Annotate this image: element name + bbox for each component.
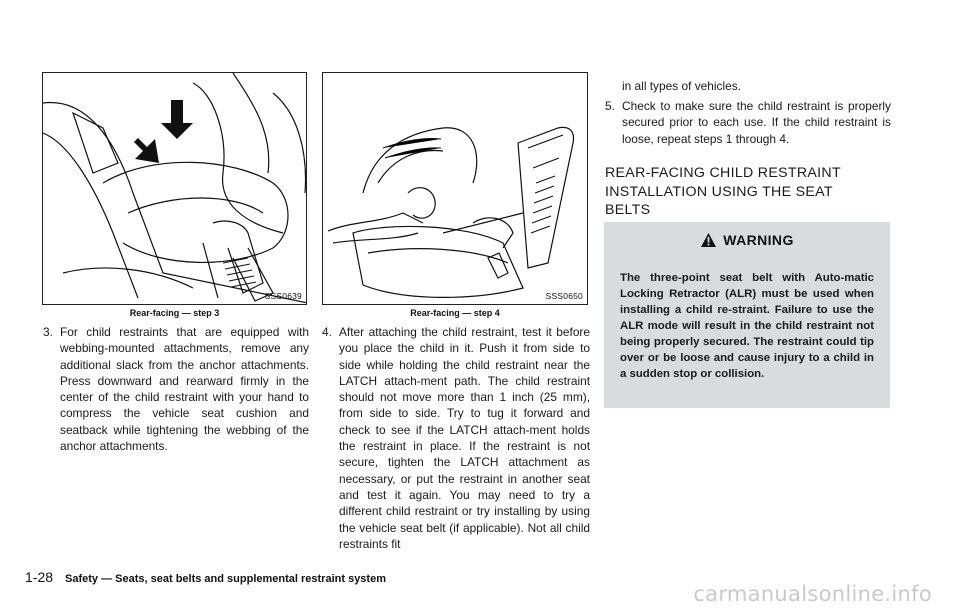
page-number: 1-28 <box>25 569 54 585</box>
step-number: 3. <box>43 325 53 339</box>
figure-step4-illustration <box>323 73 588 305</box>
page-footer <box>25 569 386 585</box>
step-3 <box>43 324 309 454</box>
step-4-continued <box>605 78 891 94</box>
figure-caption: Rear-facing — step 4 <box>410 308 500 318</box>
step-number: 5. <box>605 99 615 113</box>
warning-triangle-icon <box>700 232 717 248</box>
footer-section-title: Safety — Seats, seat belts and supplemental restraint system <box>65 573 386 585</box>
figure-code: SSS0639 <box>264 291 302 301</box>
warning-title: WARNING <box>723 232 794 248</box>
warning-text: The three-point seat belt with Auto-matic Locking Retractor (ALR) must be used when installing a child re-straint. Failure to use the ALR mode will result in the child restraint not being properly secured. The restraint could tip over or be loose and cause injury to a child in a sudden stop or collision. <box>620 272 874 380</box>
figure-step3-illustration <box>43 73 307 305</box>
step-text: in all types of vehicles. <box>622 79 741 93</box>
step-number: 4. <box>322 325 332 339</box>
step-text: Check to make sure the child restraint is properly secured prior to each use. If the child restraint is loose, repeat steps 1 through 4. <box>622 99 891 146</box>
step-text: After attaching the child restraint, test it before you place the child in it. Push it from side to side while holding the child restraint near the LATCH attach-ment path. The child restraint should not move more than 1 inch (25 mm), from side to side. Try to tug it forward and check to see if the LATCH attach-ment holds the restraint in place. If the restraint is not secure, tighten the LATCH attachment as necessary, or put the restraint in another seat and test it again. You may need to try a different child restraint or try installing by using the vehicle seat belt (if applicable). Not all child restraints fit <box>339 325 590 551</box>
step-5 <box>605 98 891 147</box>
warning-header <box>604 232 890 248</box>
section-heading: REAR-FACING CHILD RESTRAINT INSTALLATION USING THE SEAT BELTS <box>605 165 841 218</box>
figure-step4 <box>322 72 588 305</box>
figure-step3 <box>42 72 307 305</box>
step-4 <box>322 324 590 552</box>
figure-caption: Rear-facing — step 3 <box>129 308 220 318</box>
figure-code: SSS0650 <box>545 291 583 301</box>
warning-box <box>604 222 890 408</box>
step-text: For child restraints that are equipped with webbing-mounted attachments, remove any additional slack from the anchor attachments. Press downward and rearward firmly in the center of the child restraint with your hand to compress the vehicle seat cushion and seatback while tightening the webbing of the anchor attachments. <box>60 325 309 454</box>
watermark: carmanualsonline.info <box>693 582 932 606</box>
